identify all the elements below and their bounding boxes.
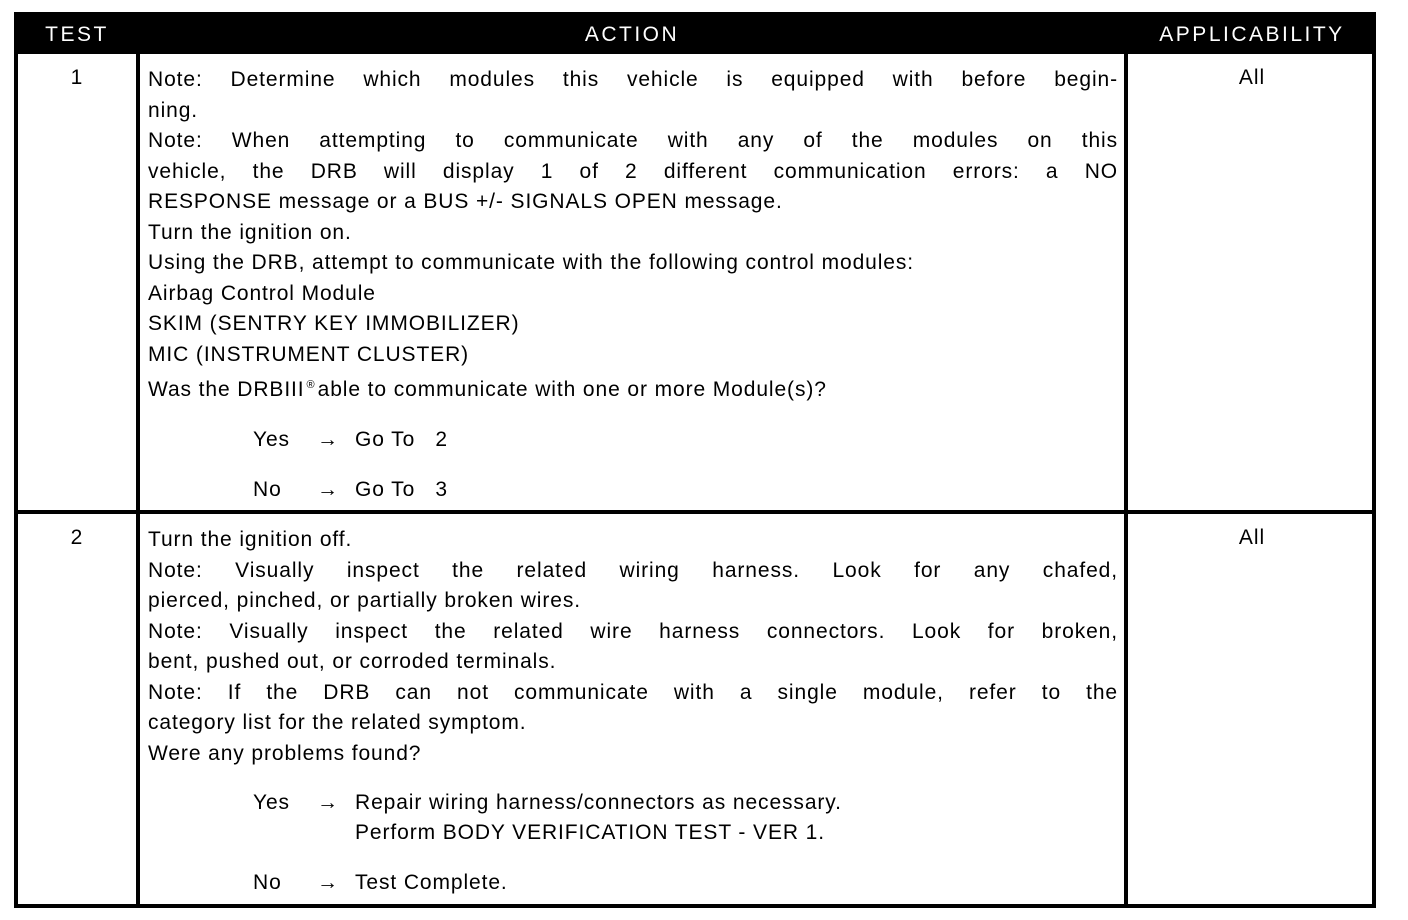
yes-action-line: Repair wiring harness/connectors as necessary. [355, 791, 842, 814]
test-applicability-2: All [1238, 526, 1266, 549]
header-applicability: APPLICABILITY [1128, 16, 1376, 54]
note-line: Note: If the DRB can not communicate with a single module, refer to the [148, 680, 1118, 704]
yes-action-line: Perform BODY VERIFICATION TEST - VER 1. [355, 821, 825, 844]
note-line: pierced, pinched, or partially broken wires. [148, 589, 581, 612]
test-number-2: 2 [70, 526, 84, 549]
question-suffix: able to communicate with one or more Module(s)? [317, 378, 827, 401]
test-applicability-1: All [1238, 66, 1266, 89]
note-line: Note: When attempting to communicate with any of the modules on this [148, 129, 1118, 152]
question-line [148, 370, 1118, 406]
test-action-2 [140, 514, 1124, 908]
right-arrow-icon: → [317, 871, 339, 894]
note-line: bent, pushed out, or corroded terminals. [148, 650, 557, 673]
no-branch [253, 868, 1118, 898]
step-line: Turn the ignition on. [148, 220, 352, 244]
question-prefix: Was the DRBIII [148, 378, 305, 401]
note-line: Note: Determine which modules this vehicle is equipped with before begin- [148, 68, 1118, 91]
note-line: Note: Visually inspect the related wiring harness. Look for any chafed, [148, 558, 1118, 582]
no-action: Go To 3 [355, 477, 448, 501]
yes-label: Yes [253, 427, 290, 451]
module-line: Airbag Control Module [148, 281, 376, 305]
header-action: ACTION [140, 16, 1124, 54]
no-branch [253, 475, 1118, 505]
test-number-1: 1 [70, 66, 84, 89]
note-line: RESPONSE message or a BUS +/- SIGNALS OPEN message. [148, 190, 783, 213]
registered-mark: ® [306, 379, 315, 391]
diagnostic-test-table [14, 12, 1376, 908]
note-line: category list for the related symptom. [148, 711, 527, 734]
step-line: Using the DRB, attempt to communicate with the following control modules: [148, 251, 915, 274]
no-action: Test Complete. [355, 871, 508, 894]
no-label: No [253, 871, 282, 894]
right-arrow-icon: → [317, 477, 339, 501]
module-line: MIC (INSTRUMENT CLUSTER) [148, 342, 470, 366]
note-line: Note: Visually inspect the related wire harness connectors. Look for broken, [148, 619, 1118, 643]
yes-branch [253, 425, 1118, 455]
right-arrow-icon: → [317, 791, 339, 814]
yes-action: Go To 2 [355, 427, 448, 451]
yes-branch [253, 788, 1118, 848]
note-line: ning. [148, 98, 199, 122]
header-test: TEST [18, 16, 136, 54]
right-arrow-icon: → [317, 427, 339, 451]
module-line: SKIM (SENTRY KEY IMMOBILIZER) [148, 312, 520, 335]
yes-action [355, 788, 1118, 848]
question-line: Were any problems found? [148, 741, 422, 765]
note-line: vehicle, the DRB will display 1 of 2 different communication errors: a NO [148, 159, 1118, 183]
yes-label: Yes [253, 791, 290, 814]
test-action-1 [140, 54, 1124, 510]
no-label: No [253, 477, 282, 501]
step-line: Turn the ignition off. [148, 528, 353, 551]
